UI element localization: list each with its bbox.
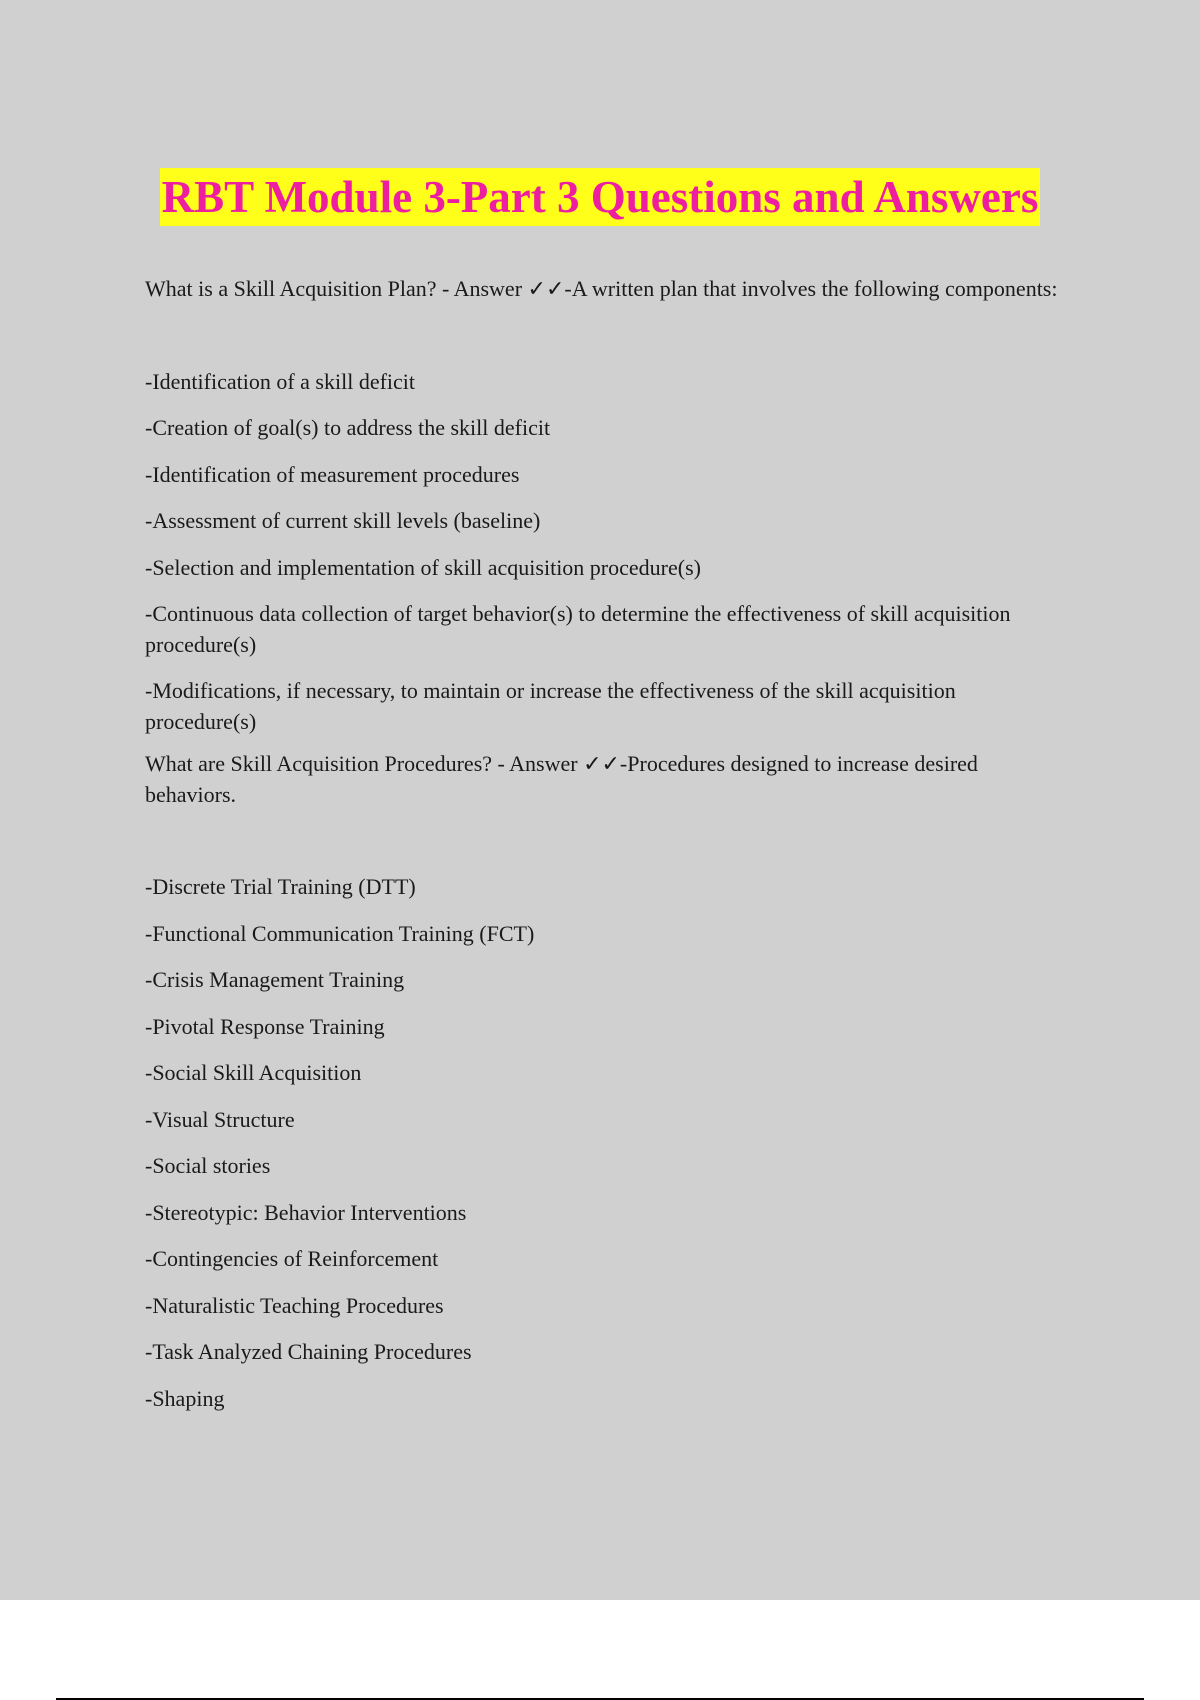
list-item: -Functional Communication Training (FCT) — [145, 920, 535, 946]
list-item: -Visual Structure — [145, 1106, 295, 1132]
list-item: -Contingencies of Reinforcement — [145, 1246, 439, 1271]
list-item: -Pivotal Response Training — [145, 1013, 385, 1039]
spacer — [145, 810, 1070, 872]
question-answer: What is a Skill Acquisition Plan? - Answer ✓✓-A written plan that involves the following components: — [145, 276, 1058, 301]
list-item: -Assessment of current skill levels (baseline) — [145, 508, 541, 533]
list-item: -Continuous data collection of target behavior(s) to determine the effectiveness of skill acquisition procedure(s) — [145, 601, 1011, 657]
list-item: -Stereotypic: Behavior Interventions — [145, 1199, 467, 1225]
spacer — [145, 305, 1070, 367]
list-item: -Crisis Management Training — [145, 967, 405, 992]
list-item: -Identification of measurement procedures — [145, 461, 520, 487]
list-item: -Identification of a skill deficit — [145, 368, 416, 394]
title-block — [0, 168, 1200, 226]
list-item: -Shaping — [145, 1385, 225, 1411]
question-answer: What are Skill Acquisition Procedures? - Answer ✓✓-Procedures designed to increase desired behaviors. — [145, 751, 978, 807]
document-title: RBT Module 3-Part 3 Questions and Answers — [160, 168, 1041, 226]
list-item: -Social Skill Acquisition — [145, 1060, 362, 1085]
list-item: -Task Analyzed Chaining Procedures — [145, 1339, 472, 1364]
answer-list — [145, 367, 1070, 738]
list-item: -Discrete Trial Training (DTT) — [145, 874, 416, 899]
answer-list — [145, 872, 1070, 1414]
list-item: -Social stories — [145, 1153, 271, 1178]
list-item: -Creation of goal(s) to address the skill deficit — [145, 415, 551, 440]
document-body — [145, 274, 1070, 1426]
list-item: -Modifications, if necessary, to maintain or increase the effectiveness of the skill acquisition procedure(s) — [145, 678, 956, 734]
list-item: -Naturalistic Teaching Procedures — [145, 1292, 444, 1318]
list-item: -Selection and implementation of skill acquisition procedure(s) — [145, 554, 701, 580]
